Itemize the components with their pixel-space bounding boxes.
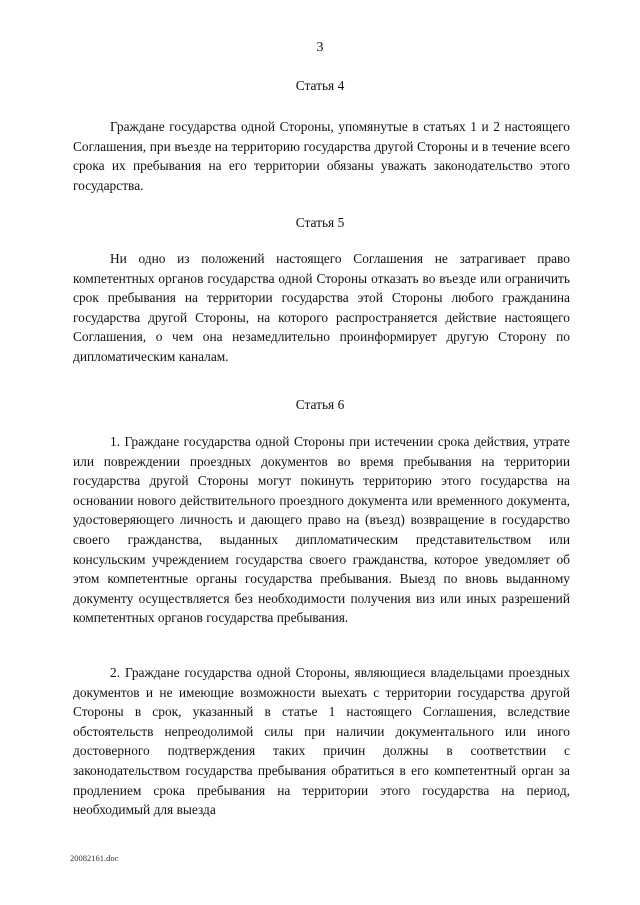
page-number: 3 <box>316 40 324 55</box>
article-5-paragraph: Ни одно из положений настоящего Соглашения не затрагивает право компетентных органов государства одной Стороны отказать во въезде или ограничить срок пребывания на территории государства этой Стороны любого гражданина государства другой Стороны, на которого распространяется действие настоящего Соглашения, о чем она незамедлительно проинформирует другую Сторону по дипломатическим каналам. <box>73 251 570 364</box>
article-6-paragraph-1: 1. Граждане государства одной Стороны при истечении срока действия, утрате или повреждении проездных документов во время пребывания на территории государства другой Стороны могут покинуть территорию этого государства на основании нового действительного проездного документа или временного документа, удостоверяющего личность и дающего право на (въезд) возвращение в государство своего гражданства, выданных дипломатическим представительством или консульским учреждением государства своего гражданства, которое уведомляет об этом компетентные органы государства пребывания. Выезд по вновь выданному документу осуществляется без необходимости получения виз или иных разрешений компетентных органов государства пребывания. <box>73 434 570 626</box>
article-6-heading: Статья 6 <box>295 397 345 412</box>
article-6-paragraph-2: 2. Граждане государства одной Стороны, являющиеся владельцами проездных документов и не имеющие возможности выехать с территории государства другой Стороны в срок, указанный в статье 1 настоящего Соглашения, вследствие обстоятельств непреодолимой силы при наличии документального или иного достоверного подтверждения таких причин должны в соответствии с законодательством государства пребывания обратиться в его компетентный орган за продлением срока пребывания на территории этого государства на период, необходимый для выезда <box>73 665 570 818</box>
article-4-heading: Статья 4 <box>295 78 345 93</box>
file-name-footer: 20082161.doc <box>70 853 119 863</box>
article-5-heading: Статья 5 <box>295 215 345 230</box>
article-4-paragraph: Граждане государства одной Стороны, упомянутые в статьях 1 и 2 настоящего Соглашения, при въезде на территорию государства другой Стороны и в течение всего срока их пребывания на его территории обязаны уважать законодательство этого государства. <box>73 119 570 193</box>
